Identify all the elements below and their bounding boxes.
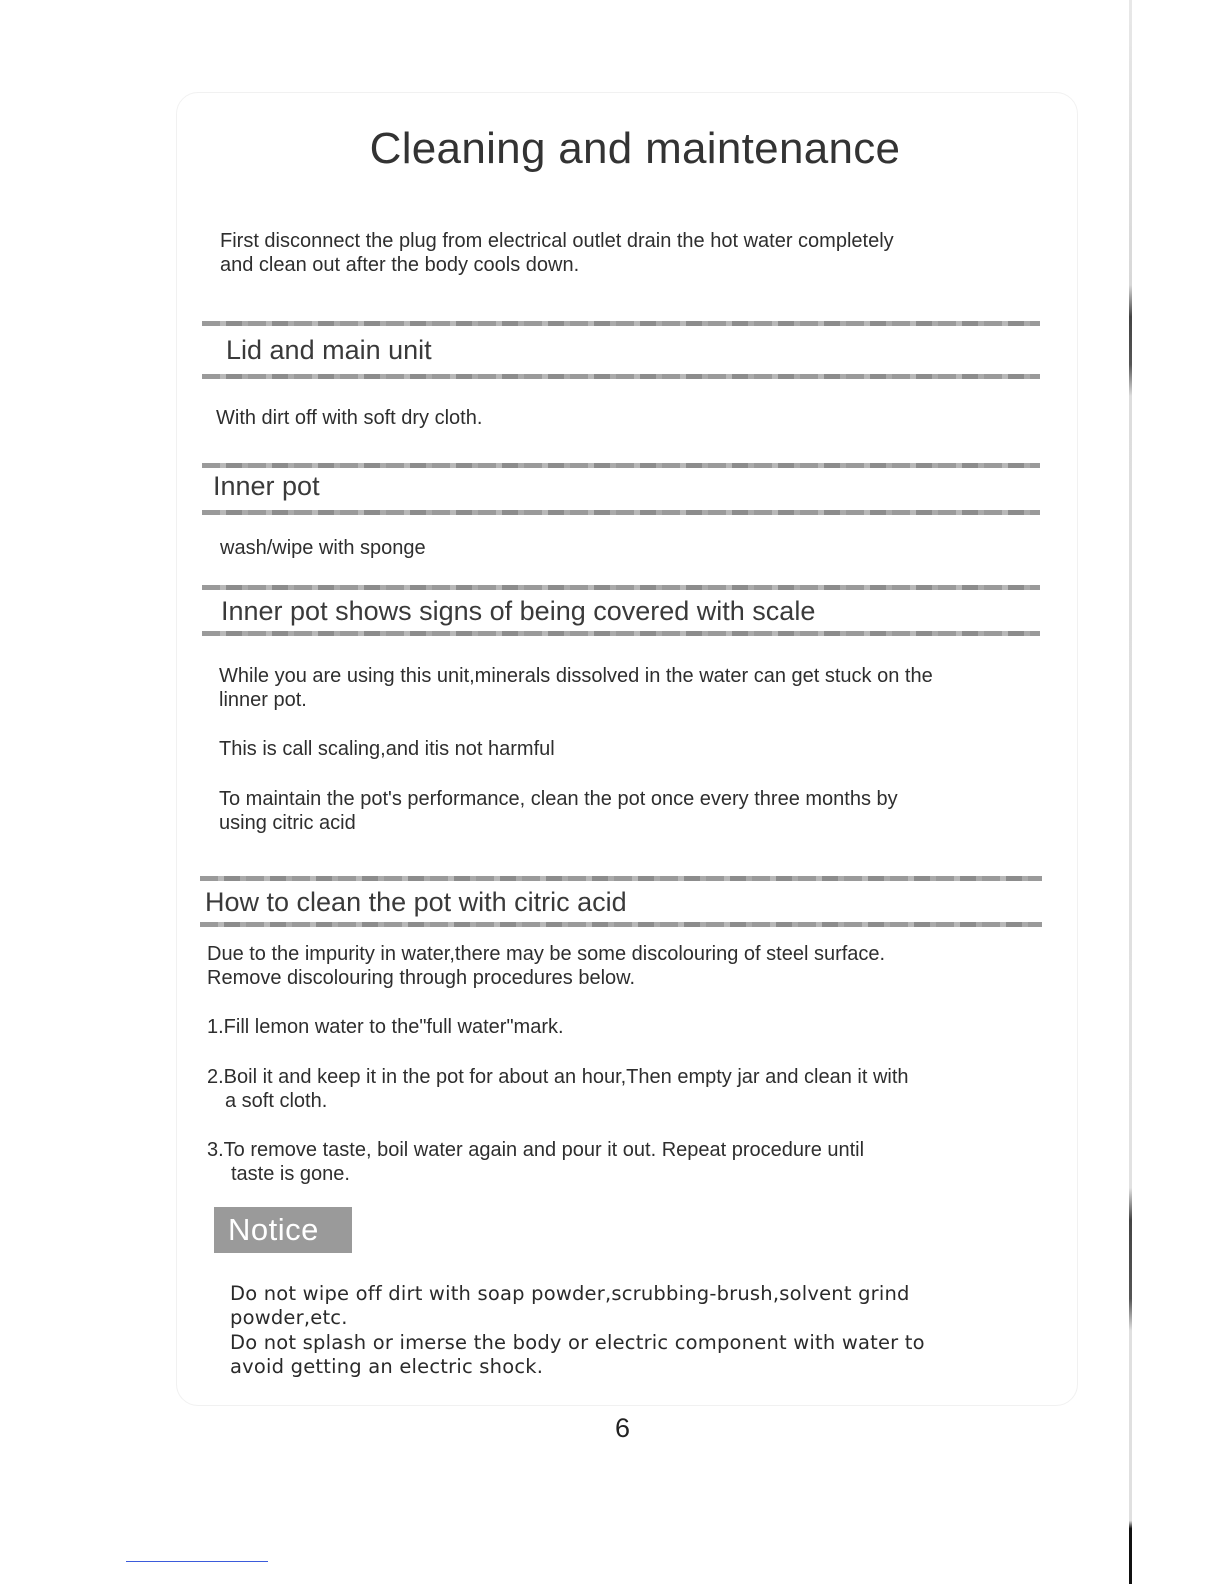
citric-intro-line1: Due to the impurity in water,there may be some discolouring of steel surface. <box>207 943 886 965</box>
citric-step-1: 1.Fill lemon water to the"full water"mark. <box>207 1016 564 1038</box>
scan-edge <box>1129 0 1132 1584</box>
section-heading-citric: How to clean the pot with citric acid <box>205 887 627 917</box>
page-title: Cleaning and maintenance <box>369 124 901 173</box>
footer-line <box>126 1561 268 1562</box>
scale-para3-line2: using citric acid <box>219 812 356 834</box>
notice-line-1: Do not wipe off dirt with soap powder,scrubbing-brush,solvent grind <box>230 1282 910 1305</box>
notice-badge: Notice <box>214 1207 352 1253</box>
section-rule <box>202 585 1040 590</box>
scale-para3-line1: To maintain the pot's performance, clean the pot once every three months by <box>219 788 898 810</box>
notice-line-4: avoid getting an electric shock. <box>230 1355 544 1378</box>
page-number: 6 <box>614 1413 631 1443</box>
notice-line-2: powder,etc. <box>230 1306 348 1329</box>
citric-step-2-line1: 2.Boil it and keep it in the pot for about an hour,Then empty jar and clean it with <box>207 1066 909 1088</box>
section-body-lid: With dirt off with soft dry cloth. <box>216 407 483 429</box>
citric-intro-line2: Remove discolouring through procedures below. <box>207 967 636 989</box>
section-heading-scale: Inner pot shows signs of being covered with scale <box>221 596 816 626</box>
section-body-inner-pot: wash/wipe with sponge <box>220 537 426 559</box>
section-heading-lid: Lid and main unit <box>226 335 432 365</box>
citric-step-3-line2: taste is gone. <box>231 1163 350 1185</box>
intro-line-2: and clean out after the body cools down. <box>220 254 580 276</box>
section-rule <box>200 922 1042 927</box>
citric-step-2-line2: a soft cloth. <box>225 1090 328 1112</box>
section-heading-inner-pot: Inner pot <box>213 471 320 501</box>
section-rule <box>202 463 1040 468</box>
scale-para1-line1: While you are using this unit,minerals dissolved in the water can get stuck on the <box>219 665 933 687</box>
scale-para1-line2: linner pot. <box>219 689 307 711</box>
notice-line-3: Do not splash or imerse the body or electric component with water to <box>230 1331 925 1354</box>
section-rule <box>202 631 1040 636</box>
scale-para2: This is call scaling,and itis not harmful <box>219 738 555 760</box>
section-rule <box>202 510 1040 515</box>
section-rule <box>200 876 1042 881</box>
intro-line-1: First disconnect the plug from electrical outlet drain the hot water completely <box>220 230 894 252</box>
section-rule <box>202 374 1040 379</box>
citric-step-3-line1: 3.To remove taste, boil water again and pour it out. Repeat procedure until <box>207 1139 865 1161</box>
section-rule <box>202 321 1040 326</box>
